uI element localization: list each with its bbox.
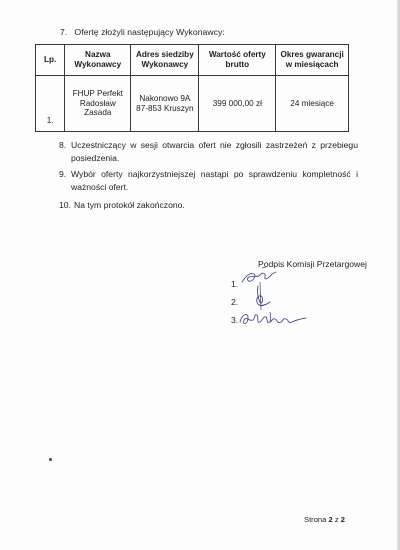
header-name-line2: Wykonawcy [74, 60, 122, 69]
offers-table-header [36, 45, 349, 76]
signature-line-1: 1. [231, 279, 239, 289]
item-9-text: Wybór oferty najkorzystniejszej nastąpi po sprawdzeniu kompletność i ważności ofert. [71, 169, 358, 192]
signatures-title: Podpis Komisji Przetargowej [258, 259, 367, 269]
footer-page-total: 2 [340, 515, 346, 524]
header-guarantee [276, 45, 349, 76]
header-value-line1: Wartość oferty [208, 50, 266, 60]
cell-address-line2: 87-853 Kruszyn [136, 103, 194, 113]
item-8-text: Uczestniczący w sesji otwarcia ofert nie zgłosili zastrzeżeń z przebiegu posiedzenia. [71, 140, 358, 163]
header-guarantee-line2: w miesiącach [285, 60, 339, 69]
header-guarantee-line1: Okres gwarancji [280, 50, 344, 60]
item-7-text: Ofertę złożyli następujący Wykonawcy: [74, 27, 225, 37]
header-address-line1: Adres siedziby [135, 50, 194, 60]
item-7-number: 7. [60, 27, 68, 37]
header-name [65, 45, 131, 76]
header-lp [36, 45, 65, 76]
cell-value [199, 76, 276, 132]
cell-address [131, 76, 199, 132]
header-value-line2: brutto [225, 60, 250, 69]
header-value [199, 45, 276, 76]
cell-name-line2: Radosław Zasada [79, 98, 116, 118]
signature-line-2: 2. [231, 297, 239, 307]
item-8-number: 8. [59, 140, 67, 150]
header-address [131, 45, 199, 76]
item-7 [60, 27, 225, 37]
signature-line-3: 3. [231, 315, 239, 325]
handwritten-signatures-icon [236, 262, 316, 334]
scan-speck [49, 458, 52, 461]
cell-lp-text: 1. [46, 116, 54, 126]
cell-value-text: 399 000,00 zł [212, 98, 262, 108]
item-10-number: 10. [59, 200, 71, 210]
header-name-line1: Nazwa [85, 50, 111, 60]
offers-table [35, 44, 349, 132]
page-footer [304, 515, 345, 524]
header-lp-text: Lp. [43, 55, 57, 65]
item-9-number: 9. [59, 169, 67, 179]
footer-page-number: 2 [328, 515, 333, 524]
cell-lp [36, 76, 65, 132]
cell-name [65, 76, 131, 132]
cell-address-line1: Nakonowo 9A [139, 93, 191, 103]
header-address-line2: Wykonawcy [141, 60, 189, 69]
cell-guarantee-text: 24 miesiące [290, 98, 334, 108]
item-10-text: Na tym protokół zakończono. [74, 200, 185, 210]
footer-separator: z [334, 515, 339, 524]
footer-prefix: Strona [304, 515, 327, 524]
cell-guarantee [276, 76, 349, 132]
table-row [36, 76, 349, 132]
cell-name-line1: FHUP Perfekt [72, 88, 123, 98]
